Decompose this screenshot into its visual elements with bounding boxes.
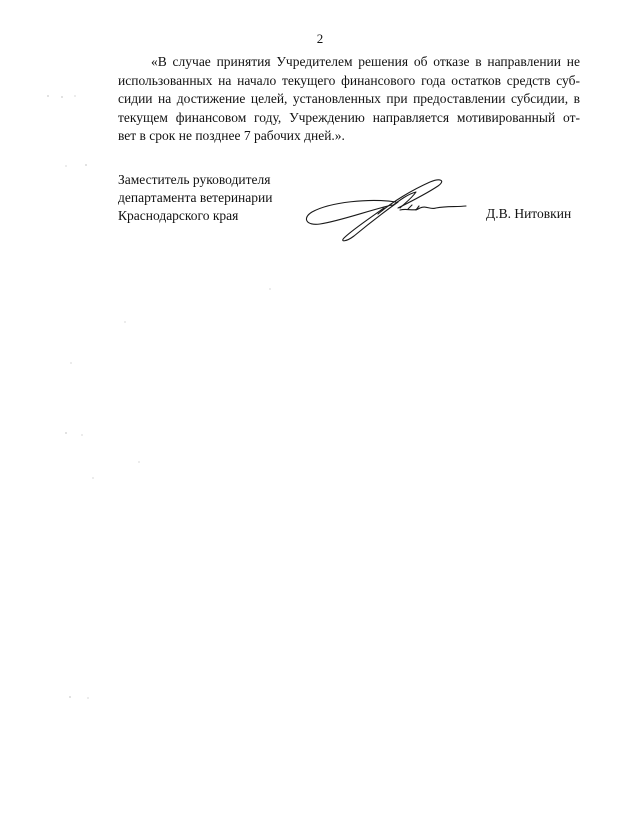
signatory-name: Д.В. Нитовкин	[486, 206, 572, 221]
paragraph-line: «В случае принятия Учредителем решения об отказе в направлении не	[151, 54, 580, 69]
page-number: 2	[316, 31, 324, 46]
signatory-position	[118, 171, 272, 225]
handwritten-signature	[300, 172, 470, 248]
body-paragraph	[118, 53, 580, 146]
paragraph-line: вет в срок не позднее 7 рабочих дней.».	[118, 128, 345, 143]
signatory-position-line: Заместитель руководителя	[118, 172, 271, 187]
paragraph-line: использованных на начало текущего финансового года остатков средств суб-	[118, 72, 580, 88]
paragraph-line: текущем финансовом году, Учреждению направляется мотивированный от-	[118, 109, 580, 125]
signatory-position-line: Краснодарского края	[118, 208, 239, 223]
paragraph-line: сидии на достижение целей, установленных при предоставлении субсидии, в	[118, 91, 580, 106]
signatory-position-line: департамента ветеринарии	[118, 190, 273, 205]
